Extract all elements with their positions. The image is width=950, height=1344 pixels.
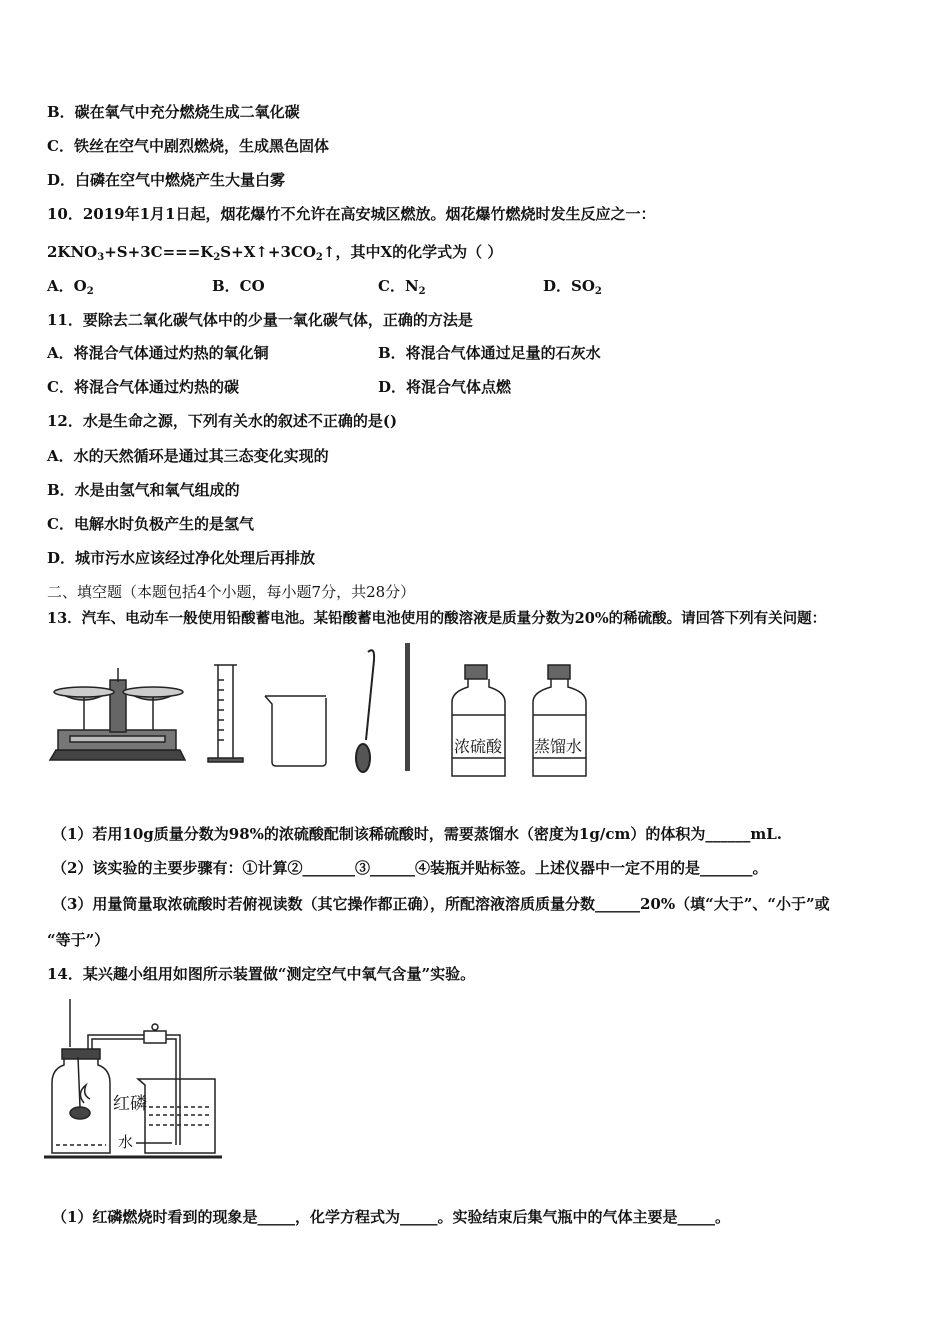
q10-options [47, 276, 927, 296]
graduated-cylinder-icon [208, 665, 243, 762]
section-2-title: 二、填空题（本题包括4个小题，每小题7分，共28分） [47, 583, 416, 601]
connecting-tube-icon [88, 1035, 180, 1145]
q13-part-3-cont: “等于”） [47, 931, 110, 949]
q13-apparatus-figure [0, 640, 950, 790]
q9-option-b: B．碳在氧气中充分燃烧生成二氧化碳 [47, 103, 300, 121]
concentrated-acid-bottle-icon [452, 665, 505, 776]
q10-equation: $2KNO_3+S+3C===K_2S+X↑+3CO_2↑$，其中X的化学式为（ ） [47, 243, 503, 263]
q14-apparatus-figure [0, 995, 240, 1165]
q10-stem: 10．2019年1月1日起，烟花爆竹不允许在高安城区燃放。烟花爆竹燃烧时发生反应之一： [47, 205, 656, 223]
q14-stem: 14．某兴趣小组用如图所示装置做“测定空气中氧气含量”实验。 [47, 965, 476, 983]
q13-part-2: （2）该实验的主要步骤有：①计算②_______③______④装瓶并贴标签。上述仪器中一定不用的是_______。 [52, 859, 768, 877]
q10-option-a: A．$O_2$ [47, 277, 94, 297]
q9-option-d: D．白磷在空气中燃烧产生大量白雾 [47, 171, 286, 189]
q12-option-d: D．城市污水应该经过净化处理后再排放 [47, 549, 316, 567]
q11-option-a: A．将混合气体通过灼热的氧化铜 [47, 344, 269, 362]
water-label: 水 [118, 1133, 134, 1151]
phosphorus-label: 红磷 [113, 1094, 147, 1114]
balance-icon [50, 668, 185, 760]
q10-option-c: C．$N_2$ [378, 277, 426, 297]
q11-options-row1 [47, 343, 927, 363]
q13-stem: 13．汽车、电动车一般使用铅酸蓄电池。某铅酸蓄电池使用的酸溶液是质量分数为20%的稀硫酸。请回答下列有关问题： [47, 610, 827, 627]
q12-option-b: B．水是由氢气和氧气组成的 [47, 481, 240, 499]
q13-part-1: （1）若用10g质量分数为98%的浓硫酸配制该稀硫酸时，需要蒸馏水（密度为1g/cm）的体积为______mL. [52, 825, 782, 843]
q12-option-a: A．水的天然循环是通过其三态变化实现的 [47, 447, 329, 465]
distilled-water-bottle-icon [533, 665, 586, 776]
q11-option-b: B．将混合气体通过足量的石灰水 [378, 344, 601, 362]
q10-option-b: B．CO [212, 277, 265, 295]
gas-jar-icon [52, 1057, 110, 1153]
water-label: 蒸馏水 [534, 737, 583, 756]
conc-acid-label: 浓硫酸 [454, 737, 503, 756]
q9-option-c: C．铁丝在空气中剧烈燃烧，生成黑色固体 [47, 137, 329, 155]
beaker-icon [265, 696, 326, 766]
q13-part-3: （3）用量筒量取浓硫酸时若俯视读数（其它操作都正确），所配溶液溶质质量分数______20%（填“大于”、“小于”或 [52, 895, 830, 913]
q12-option-c: C．电解水时负极产生的是氢气 [47, 515, 254, 533]
q12-stem: 12．水是生命之源，下列有关水的叙述不正确的是() [47, 412, 398, 430]
combustion-spoon-icon [70, 1107, 90, 1119]
q10-option-d: D．$SO_2$ [543, 277, 602, 297]
q11-options-row2 [47, 377, 927, 397]
q11-stem: 11．要除去二氧化碳气体中的少量一氧化碳气体，正确的方法是 [47, 311, 473, 329]
q14-part-1: （1）红磷燃烧时看到的现象是_____，化学方程式为_____。实验结束后集气瓶中的气体主要是_____。 [52, 1208, 730, 1226]
medicine-spoon-icon [356, 650, 374, 772]
glass-rod-icon [405, 643, 410, 771]
q11-option-d: D．将混合气体点燃 [378, 378, 512, 396]
q11-option-c: C．将混合气体通过灼热的碳 [47, 378, 239, 396]
